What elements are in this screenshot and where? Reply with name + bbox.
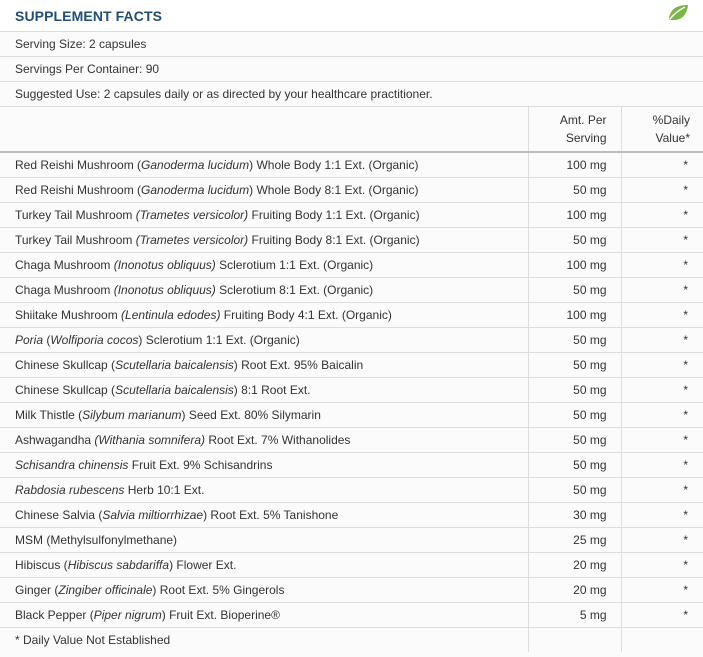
ingredient-latin-name: (Inonotus obliquus): [113, 257, 216, 272]
ingredient-latin-name: Ganoderma lucidum: [141, 182, 250, 197]
ingredient-text: Herb 10:1 Ext.: [124, 482, 205, 497]
ingredient-amount: 100 mg: [528, 202, 621, 227]
ingredient-daily-value: *: [683, 507, 688, 522]
ingredient-latin-name: Silybum marianum: [82, 407, 182, 422]
table-row: [0, 202, 703, 227]
ingredient-text: ) Root Ext. 95% Baicalin: [233, 357, 364, 372]
ingredient-latin-name: (Withania somnifera): [94, 432, 206, 447]
dv-header-line2: Value*: [655, 130, 690, 145]
ingredient-daily-value: *: [683, 282, 688, 297]
ingredient-daily-value: *: [683, 157, 688, 172]
ingredient-text: Chaga Mushroom: [15, 257, 114, 272]
ingredient-text: ) Flower Ext.: [169, 557, 237, 572]
ingredient-text: Red Reishi Mushroom (: [15, 157, 142, 172]
table-row: [0, 527, 703, 552]
suggested-use: Suggested Use: 2 capsules daily or as directed by your healthcare practitioner.: [0, 81, 703, 106]
footnote-empty-amount: [528, 627, 621, 652]
table-row: [0, 377, 703, 402]
ingredient-amount: 30 mg: [528, 502, 621, 527]
ingredient-daily-value: *: [683, 207, 688, 222]
table-row: [0, 302, 703, 327]
ingredient-latin-name: Hibiscus sabdariffa: [67, 557, 170, 572]
ingredient-amount: 100 mg: [528, 252, 621, 277]
ingredient-amount: 50 mg: [528, 402, 621, 427]
ingredient-text: Turkey Tail Mushroom: [15, 207, 136, 222]
ingredient-amount: 50 mg: [528, 227, 621, 252]
ingredient-text: Chinese Skullcap (: [15, 357, 116, 372]
ingredient-amount: 25 mg: [528, 527, 621, 552]
dv-header-line1: %Daily: [652, 112, 690, 127]
ingredient-amount: 50 mg: [528, 352, 621, 377]
footnote-empty-dv: [621, 627, 703, 652]
ingredient-amount: 50 mg: [528, 452, 621, 477]
ingredient-text: ) Root Ext. 5% Tanishone: [203, 507, 339, 522]
ingredient-daily-value: *: [683, 307, 688, 322]
ingredient-latin-name: Salvia miltiorrhizae: [102, 507, 204, 522]
ingredient-text: Fruit Ext. 9% Schisandrins: [128, 457, 273, 472]
servings-per-container: Servings Per Container: 90: [0, 56, 703, 81]
ingredient-latin-name: (Trametes versicolor): [135, 232, 249, 247]
ingredient-amount: 50 mg: [528, 427, 621, 452]
ingredient-text: Milk Thistle (: [15, 407, 83, 422]
ingredient-latin-name: Ganoderma lucidum: [141, 157, 250, 172]
ingredient-daily-value: *: [683, 557, 688, 572]
ingredient-daily-value: *: [683, 332, 688, 347]
ingredient-text: Sclerotium 1:1 Ext. (Organic): [215, 257, 374, 272]
ingredient-name: [0, 202, 528, 227]
ingredient-text: Hibiscus (: [15, 557, 68, 572]
table-row: [0, 427, 703, 452]
table-row: [0, 552, 703, 577]
table-row: [0, 452, 703, 477]
ingredient-text: MSM (Methylsulfonylmethane): [15, 532, 178, 547]
ingredient-name: [0, 502, 528, 527]
ingredient-amount: 50 mg: [528, 177, 621, 202]
serving-size: Serving Size: 2 capsules: [0, 31, 703, 56]
ingredient-name: [0, 327, 528, 352]
footnote: * Daily Value Not Established: [0, 627, 528, 652]
table-row: [0, 577, 703, 602]
ingredient-text: ) Fruit Ext. Bioperine®: [161, 607, 280, 622]
ingredient-text: ) 8:1 Root Ext.: [233, 382, 311, 397]
ingredient-latin-name: Zingiber officinale: [58, 582, 153, 597]
ingredient-text: Chinese Salvia (: [15, 507, 103, 522]
ingredient-amount: 50 mg: [528, 377, 621, 402]
ingredient-text: Chinese Skullcap (: [15, 382, 116, 397]
ingredient-name: [0, 227, 528, 252]
ingredient-amount: 50 mg: [528, 327, 621, 352]
table-row: [0, 502, 703, 527]
leaf-icon: [667, 4, 689, 22]
ingredient-latin-name: Wolfiporia cocos: [50, 332, 139, 347]
amount-header-line2: Serving: [565, 130, 607, 145]
ingredient-name: [0, 277, 528, 302]
ingredient-text: Black Pepper (: [15, 607, 94, 622]
ingredient-name: [0, 452, 528, 477]
ingredient-name: [0, 427, 528, 452]
ingredient-text: Ginger (: [15, 582, 59, 597]
amount-header-line1: Amt. Per: [559, 112, 607, 127]
footnote-row: [0, 627, 703, 652]
ingredient-column-header: [0, 107, 528, 152]
ingredient-latin-name: (Lentinula edodes): [121, 307, 221, 322]
ingredient-daily-value: *: [683, 532, 688, 547]
ingredient-text: ) Whole Body 1:1 Ext. (Organic): [249, 157, 419, 172]
ingredient-text: ) Whole Body 8:1 Ext. (Organic): [249, 182, 419, 197]
ingredient-name: [0, 602, 528, 627]
panel-header: [0, 0, 703, 31]
ingredient-daily-value: *: [683, 407, 688, 422]
ingredient-text: Fruiting Body 1:1 Ext. (Organic): [248, 207, 420, 222]
ingredient-text: ) Root Ext. 5% Gingerols: [152, 582, 285, 597]
ingredient-latin-name: Schisandra chinensis: [15, 457, 129, 472]
ingredients-body: [0, 152, 703, 628]
table-row: [0, 477, 703, 502]
table-row: [0, 402, 703, 427]
ingredient-amount: 50 mg: [528, 277, 621, 302]
ingredient-latin-name: (Inonotus obliquus): [113, 282, 216, 297]
table-row: [0, 177, 703, 202]
amount-column-header: [528, 107, 621, 152]
ingredient-amount: 100 mg: [528, 302, 621, 327]
panel-title: SUPPLEMENT FACTS: [15, 8, 163, 24]
ingredient-daily-value: *: [683, 182, 688, 197]
ingredient-name: [0, 402, 528, 427]
ingredient-text: (: [43, 332, 51, 347]
ingredient-daily-value: *: [683, 582, 688, 597]
ingredient-text: ) Seed Ext. 80% Silymarin: [181, 407, 321, 422]
ingredient-text: Chaga Mushroom: [15, 282, 114, 297]
ingredient-amount: 20 mg: [528, 552, 621, 577]
ingredient-amount: 20 mg: [528, 577, 621, 602]
ingredients-table: [0, 106, 703, 652]
ingredient-latin-name: Piper nigrum: [93, 607, 162, 622]
ingredient-name: [0, 577, 528, 602]
ingredient-daily-value: *: [683, 482, 688, 497]
ingredient-daily-value: *: [683, 232, 688, 247]
ingredient-daily-value: *: [683, 357, 688, 372]
ingredient-amount: 50 mg: [528, 477, 621, 502]
ingredient-daily-value: *: [683, 382, 688, 397]
ingredient-name: [0, 177, 528, 202]
table-row: [0, 352, 703, 377]
ingredient-latin-name: (Trametes versicolor): [135, 207, 249, 222]
ingredient-latin-name: Scutellaria baicalensis: [115, 357, 234, 372]
table-header-row: [0, 107, 703, 152]
table-row: [0, 602, 703, 627]
ingredient-amount: 100 mg: [528, 152, 621, 178]
table-row: [0, 327, 703, 352]
ingredient-amount: 5 mg: [528, 602, 621, 627]
ingredient-text: Ashwagandha: [15, 432, 95, 447]
daily-value-column-header: [621, 107, 703, 152]
ingredient-text: Red Reishi Mushroom (: [15, 182, 142, 197]
ingredient-text: Fruiting Body 8:1 Ext. (Organic): [248, 232, 420, 247]
ingredient-daily-value: *: [683, 457, 688, 472]
ingredient-latin-name: Scutellaria baicalensis: [115, 382, 234, 397]
ingredient-latin-name: Rabdosia rubescens: [15, 482, 125, 497]
ingredient-name: [0, 552, 528, 577]
table-row: [0, 152, 703, 178]
ingredient-text: Root Ext. 7% Withanolides: [205, 432, 351, 447]
ingredient-text: Fruiting Body 4:1 Ext. (Organic): [220, 307, 392, 322]
table-row: [0, 252, 703, 277]
ingredient-daily-value: *: [683, 432, 688, 447]
ingredient-text: Sclerotium 8:1 Ext. (Organic): [215, 282, 374, 297]
ingredient-name: [0, 302, 528, 327]
ingredient-name: [0, 527, 528, 552]
ingredient-name: [0, 252, 528, 277]
ingredient-name: [0, 352, 528, 377]
ingredient-daily-value: *: [683, 607, 688, 622]
ingredient-latin-name: Poria: [15, 332, 44, 347]
ingredient-text: Shiitake Mushroom: [15, 307, 122, 322]
ingredient-name: [0, 152, 528, 178]
ingredient-name: [0, 377, 528, 402]
ingredient-daily-value: *: [683, 257, 688, 272]
ingredient-text: ) Sclerotium 1:1 Ext. (Organic): [138, 332, 300, 347]
table-row: [0, 277, 703, 302]
table-row: [0, 227, 703, 252]
ingredient-text: Turkey Tail Mushroom: [15, 232, 136, 247]
ingredient-name: [0, 477, 528, 502]
